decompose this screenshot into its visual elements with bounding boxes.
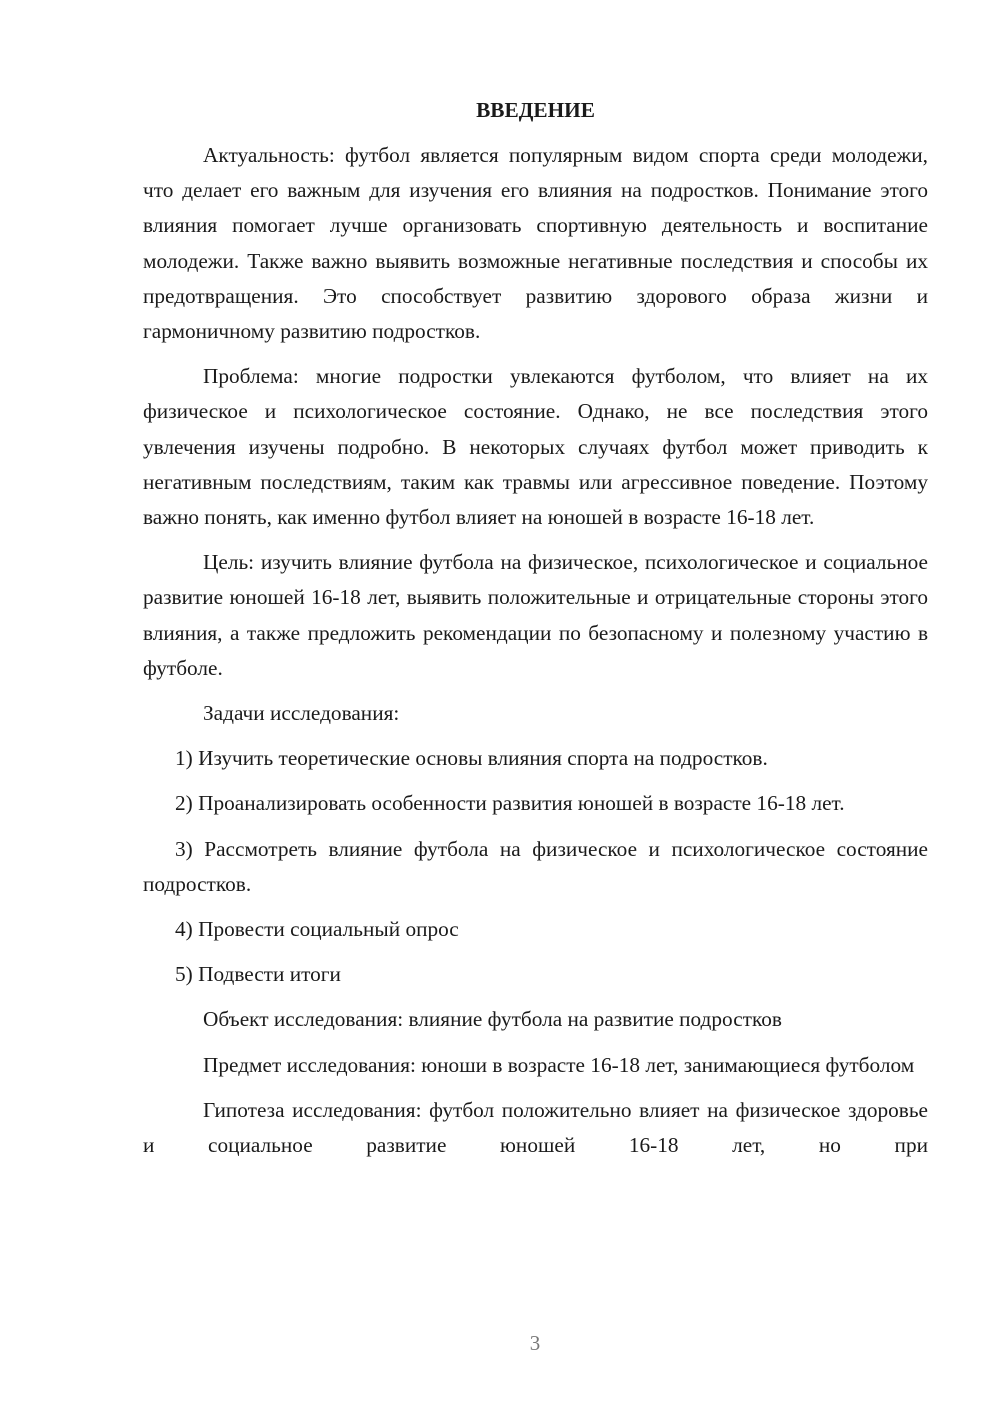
section-heading: ВВЕДЕНИЕ — [476, 98, 595, 122]
task-item-1: 1) Изучить теоретические основы влияния спорта на подростков. — [175, 746, 768, 771]
task-item-3: 3) Рассмотреть влияние футбола на физическое и психологическое состояние подростков. — [143, 836, 928, 896]
paragraph-problem: Проблема: многие подростки увлекаются футболом, что влияет на их физическое и психологическое состояние. Однако, не все последствия этого увлечения изучены подробно. В некоторых случаях футбол может приводить к негативным последствиям, таким как травмы или агрессивное поведение. Поэтому важно понять, как именно футбол влияет на юношей в возрасте 16-18 лет. — [143, 364, 928, 530]
paragraph-tasks-title: Задачи исследования: — [203, 701, 400, 726]
page-content — [143, 92, 928, 1163]
task-item-2: 2) Проанализировать особенности развития юношей в возрасте 16-18 лет. — [175, 791, 845, 816]
paragraph-subject: Предмет исследования: юноши в возрасте 16-18 лет, занимающиеся футболом — [203, 1052, 915, 1077]
task-item-4: 4) Провести социальный опрос — [175, 917, 459, 942]
page-number: 3 — [529, 1331, 541, 1355]
paragraph-hypothesis: Гипотеза исследования: футбол положительно влияет на физическое здоровье и социальное развитие юношей 16-18 лет, но при — [143, 1097, 928, 1158]
paragraph-goal: Цель: изучить влияние футбола на физическое, психологическое и социальное развитие юношей 16-18 лет, выявить положительные и отрицательные стороны этого влияния, а также предложить рекомендации по безопасному и полезному участию в футболе. — [143, 550, 928, 680]
paragraph-relevance: Актуальность: футбол является популярным видом спорта среди молодежи, что делает его важным для изучения его влияния на подростков. Понимание этого влияния помогает лучше организовать спортивную деятельность и воспитание молодежи. Также важно выявить возможные негативные последствия и способы их предотвращения. Это способствует развитию здорового образа жизни и гармоничному развитию подростков. — [143, 143, 928, 344]
task-item-5: 5) Подвести итоги — [175, 962, 341, 987]
paragraph-object: Объект исследования: влияние футбола на развитие подростков — [203, 1007, 782, 1032]
